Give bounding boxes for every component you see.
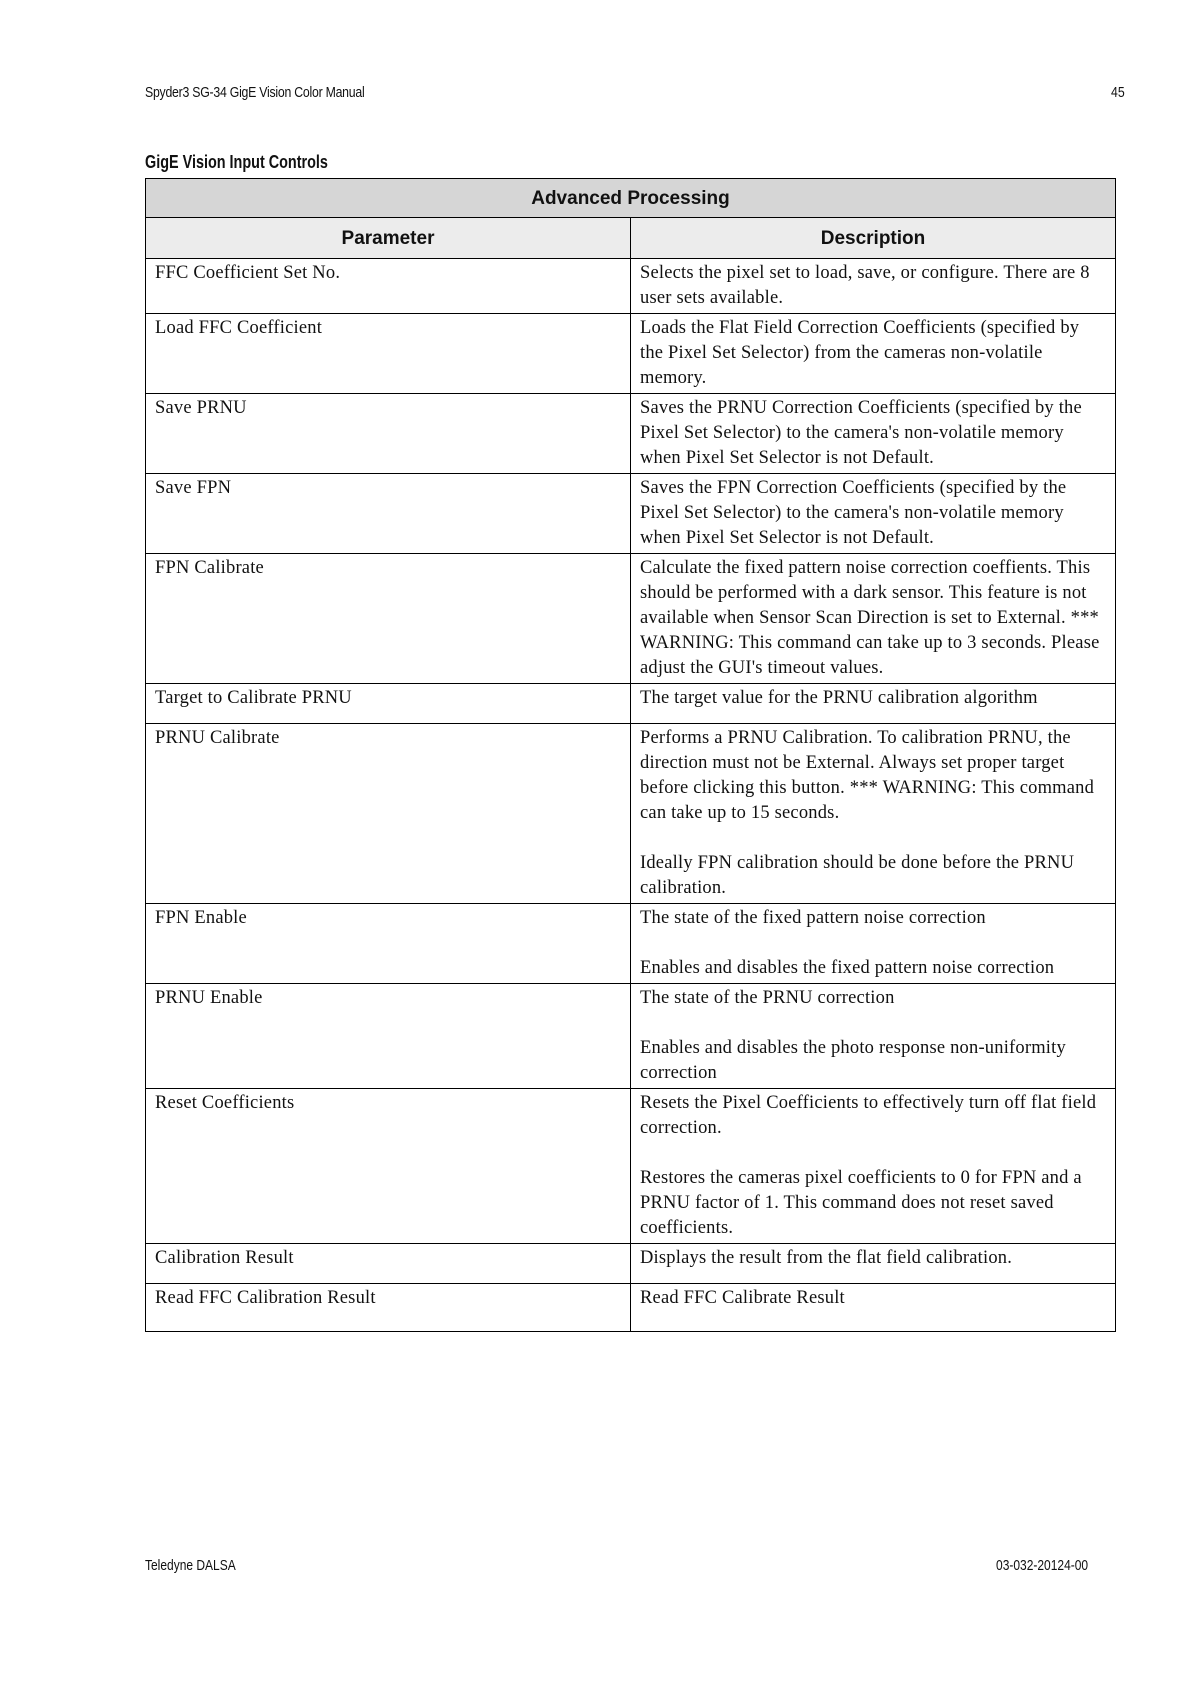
section-heading: GigE Vision Input Controls (145, 152, 328, 172)
table-row (146, 314, 1116, 394)
table-row (146, 259, 1116, 314)
description-cell (631, 259, 1116, 314)
page-number: 45 (1111, 84, 1125, 101)
description-paragraph: The target value for the PRNU calibration algorithm (640, 688, 1038, 708)
description-cell (631, 684, 1116, 724)
table-row (146, 1284, 1116, 1332)
parameter-cell: FPN Enable (146, 904, 631, 984)
column-header-description: Description (631, 218, 1116, 259)
table-row (146, 984, 1116, 1089)
parameter-cell: Save PRNU (146, 394, 631, 474)
table-title: Advanced Processing (146, 179, 1116, 218)
parameter-cell: FPN Calibrate (146, 554, 631, 684)
parameter-cell: FFC Coefficient Set No. (146, 259, 631, 314)
table-row (146, 904, 1116, 984)
description-paragraph: Loads the Flat Field Correction Coefficients (specified by the Pixel Set Selector) from the cameras non-volatile memory. (640, 318, 1080, 388)
parameter-cell: Target to Calibrate PRNU (146, 684, 631, 724)
document-number: 03-032-20124-00 (995, 1557, 1088, 1574)
description-cell (631, 724, 1116, 904)
company-name: Teledyne DALSA (145, 1557, 236, 1574)
document-title: Spyder3 SG-34 GigE Vision Color Manual (145, 84, 365, 101)
description-cell (631, 394, 1116, 474)
description-cell (631, 474, 1116, 554)
description-paragraph: Resets the Pixel Coefficients to effectively turn off flat field correction. (640, 1093, 1097, 1138)
table-row (146, 554, 1116, 684)
description-cell (631, 904, 1116, 984)
description-paragraph: Displays the result from the flat field calibration. (640, 1248, 1013, 1268)
description-paragraph: The state of the PRNU correction (640, 988, 895, 1008)
description-cell (631, 1244, 1116, 1284)
description-paragraph: The state of the fixed pattern noise correction (640, 908, 986, 928)
running-header (145, 84, 1125, 106)
description-paragraph: Read FFC Calibrate Result (640, 1288, 845, 1308)
table-row (146, 394, 1116, 474)
description-paragraph: Selects the pixel set to load, save, or configure. There are 8 user sets available. (640, 263, 1090, 308)
table-row (146, 474, 1116, 554)
description-cell (631, 1089, 1116, 1244)
parameter-cell: Load FFC Coefficient (146, 314, 631, 394)
description-paragraph: Saves the FPN Correction Coefficients (specified by the Pixel Set Selector) to the camera's non-volatile memory when Pixel Set Selector is not Default. (640, 478, 1067, 548)
description-paragraph: Restores the cameras pixel coefficients to 0 for FPN and a PRNU factor of 1. This command does not reset saved coefficients. (640, 1168, 1082, 1238)
advanced-processing-table (145, 178, 1116, 1332)
description-cell (631, 314, 1116, 394)
description-paragraph: Performs a PRNU Calibration. To calibration PRNU, the direction must not be External. Always set proper target before clicking this button. *** WARNING: This command can take up to 15 seconds. (640, 728, 1095, 823)
table-row (146, 1244, 1116, 1284)
table-row (146, 724, 1116, 904)
description-paragraph: Ideally FPN calibration should be done before the PRNU calibration. (640, 853, 1075, 898)
table-header-row (146, 218, 1116, 259)
description-paragraph: Saves the PRNU Correction Coefficients (specified by the Pixel Set Selector) to the camera's non-volatile memory when Pixel Set Selector is not Default. (640, 398, 1082, 468)
parameter-cell: PRNU Enable (146, 984, 631, 1089)
table-body (146, 259, 1116, 1332)
description-paragraph: Enables and disables the photo response non-uniformity correction (640, 1038, 1066, 1083)
description-cell (631, 1284, 1116, 1332)
parameter-cell: Reset Coefficients (146, 1089, 631, 1244)
description-paragraph: Calculate the fixed pattern noise correction coeffients. This should be performed with a dark sensor. This feature is not available when Sensor Scan Direction is set to External. *** WARNING: This command can take up to 3 seconds. Please adjust the GUI's timeout values. (640, 558, 1100, 678)
description-cell (631, 984, 1116, 1089)
table-title-row (146, 179, 1116, 218)
column-header-parameter: Parameter (146, 218, 631, 259)
parameter-cell: Save FPN (146, 474, 631, 554)
table-row (146, 684, 1116, 724)
parameter-cell: PRNU Calibrate (146, 724, 631, 904)
table-row (146, 1089, 1116, 1244)
parameter-cell: Read FFC Calibration Result (146, 1284, 631, 1332)
description-paragraph: Enables and disables the fixed pattern noise correction (640, 958, 1055, 978)
running-footer (145, 1557, 1088, 1579)
parameter-cell: Calibration Result (146, 1244, 631, 1284)
description-cell (631, 554, 1116, 684)
